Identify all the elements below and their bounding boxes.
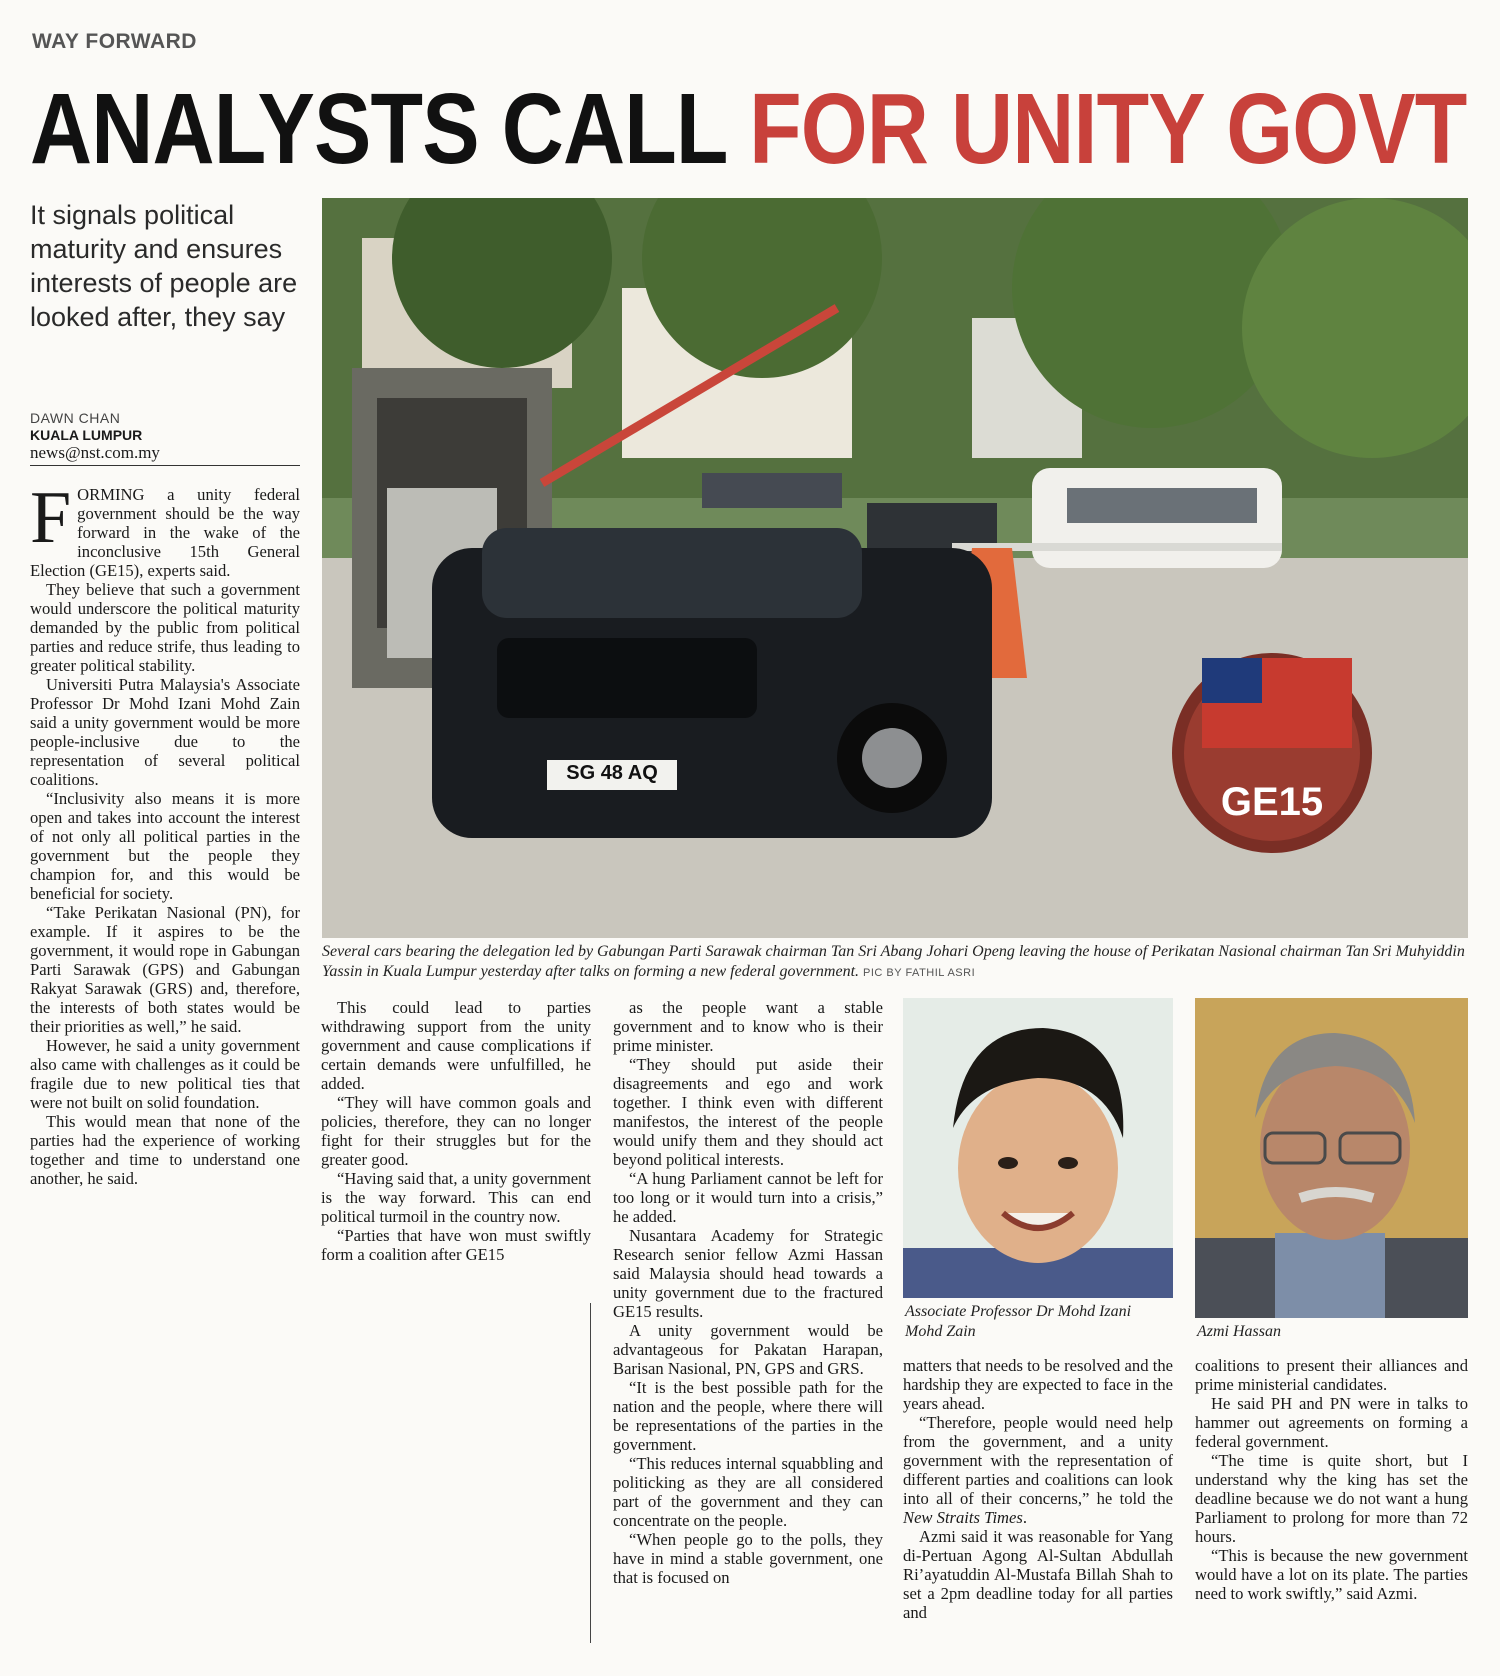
article-paragraph: “This reduces internal squabbling and politicking as they are all considered part of the government and they can concentrate on the people.: [613, 1454, 883, 1530]
portrait-izani: [903, 998, 1173, 1298]
byline-rule: [30, 465, 300, 466]
article-col-5: [1195, 1356, 1468, 1603]
article-paragraph: Nusantara Academy for Strategic Research senior fellow Azmi Hassan said Malaysia should head towards a unity government due to the fractured GE15 results.: [613, 1226, 883, 1321]
main-photo: [322, 198, 1468, 938]
license-plate: SG 48 AQ: [566, 762, 658, 784]
article-paragraph: “When people go to the polls, they have in mind a stable government, one that is focused on: [613, 1530, 883, 1587]
portrait-caption-azmi: Azmi Hassan: [1197, 1323, 1282, 1340]
ge15-badge: GE15: [1220, 780, 1324, 824]
article-paragraph: “A hung Parliament cannot be left for too long or it would turn into a crisis,” he added.: [613, 1169, 883, 1226]
article-paragraph: FORMING a unity federal government should be the way forward in the wake of the inconclusive 15th General Election (GE15), experts said.: [30, 477, 300, 580]
column-rule: [590, 1303, 591, 1643]
article-paragraph: This would mean that none of the parties had the experience of working together and time to understand one another, he said.: [30, 1112, 300, 1188]
photo-caption: Several cars bearing the delegation led by Gabungan Parti Sarawak chairman Tan Sri Abang Johari Openg leaving the house of Perikatan Nasional chairman Tan Sri Muhyiddin Yassin in Kuala Lumpur yesterday after talks on forming a new federal government. PIC BY FATHIL ASRI: [322, 943, 1465, 980]
article-col-4: [903, 1356, 1173, 1622]
article-paragraph: “This is because the new government would have a lot on its plate. The parties need to work swiftly,” said Azmi.: [1195, 1546, 1468, 1603]
byline-author: DAWN CHAN: [30, 410, 121, 426]
portrait-caption-izani: Associate Professor Dr Mohd Izani Mohd Zain: [905, 1303, 1132, 1340]
article-col-1: [30, 477, 300, 1188]
portrait-azmi: [1195, 998, 1468, 1318]
article-col-2: [321, 998, 591, 1264]
dropcap: F: [30, 477, 72, 559]
article-paragraph: Azmi said it was reasonable for Yang di-Pertuan Agong Al-Sultan Abdullah Ri’ayatuddin Al-Mustafa Billah Shah to set a 2pm deadline today for all parties and: [903, 1527, 1173, 1622]
article-paragraph: However, he said a unity government also came with challenges as it could be fragile due to new political ties that were not built on solid foundation.: [30, 1036, 300, 1112]
article-paragraph: “They will have common goals and policies, therefore, they can no longer fight for their struggles but for the greater good.: [321, 1093, 591, 1169]
newspaper-name: New Straits Times: [903, 1508, 1023, 1527]
byline: [30, 410, 300, 461]
article-paragraph: “The time is quite short, but I understand why the king has set the deadline because we do not want a hung Parliament to prolong for more than 72 hours.: [1195, 1451, 1468, 1546]
article-paragraph: matters that needs to be resolved and the hardship they are expected to face in the years ahead.: [903, 1356, 1173, 1413]
article-paragraph: Universiti Putra Malaysia's Associate Professor Dr Mohd Izani Mohd Zain said a unity government would be more people-inclusive due to the representation of several political coalitions.: [30, 675, 300, 789]
article-paragraph: “Take Perikatan Nasional (PN), for example. If it aspires to be the government, it would rope in Gabungan Parti Sarawak (GPS) and Gabungan Rakyat Sarawak (GRS) and, therefore, the interests of both states would be their priorities as well,” he said.: [30, 903, 300, 1036]
article-paragraph: “Having said that, a unity government is the way forward. This can end political turmoil in the country now.: [321, 1169, 591, 1226]
byline-email[interactable]: news@nst.com.my: [30, 443, 160, 462]
headline-black: ANALYSTS CALL: [30, 73, 727, 185]
headline: [30, 75, 1466, 183]
article-col-3: [613, 998, 883, 1587]
byline-location: KUALA LUMPUR: [30, 427, 143, 443]
photo-credit: PIC BY FATHIL ASRI: [863, 967, 976, 979]
standfirst: It signals political maturity and ensures interests of people are looked after, they say: [30, 200, 298, 332]
article-paragraph: coalitions to present their alliances and prime ministerial candidates.: [1195, 1356, 1468, 1394]
headline-red: FOR UNITY GOVT: [749, 73, 1467, 185]
article-paragraph: “Inclusivity also means it is more open and takes into account the interest of not only all political parties in the government but the people they champion for, and this would be beneficial for society.: [30, 789, 300, 903]
article-paragraph: “Therefore, people would need help from the government, and a unity government with the representation of different parties and coalitions can look into all of their concerns,” he told the New Straits Times.: [903, 1413, 1173, 1527]
article-paragraph: as the people want a stable government and to know who is their prime minister.: [613, 998, 883, 1055]
article-paragraph: “It is the best possible path for the nation and the people, where there will be representations of the parties in the government.: [613, 1378, 883, 1454]
article-paragraph: He said PH and PN were in talks to hammer out agreements on forming a federal government.: [1195, 1394, 1468, 1451]
article-paragraph: “Parties that have won must swiftly form a coalition after GE15: [321, 1226, 591, 1264]
article-paragraph: A unity government would be advantageous for Pakatan Harapan, Barisan Nasional, PN, GPS and GRS.: [613, 1321, 883, 1378]
article-paragraph: This could lead to parties withdrawing support from the unity government and cause complications if certain demands were unfulfilled, he added.: [321, 998, 591, 1093]
article-paragraph: They believe that such a government would underscore the political maturity demanded by the public from political parties and reduce strife, thus leading to greater political stability.: [30, 580, 300, 675]
article-paragraph: “They should put aside their disagreements and ego and work together. I think even with different manifestos, the interest of the people would unify them and they should act beyond political interests.: [613, 1055, 883, 1169]
section-kicker: WAY FORWARD: [32, 30, 197, 53]
